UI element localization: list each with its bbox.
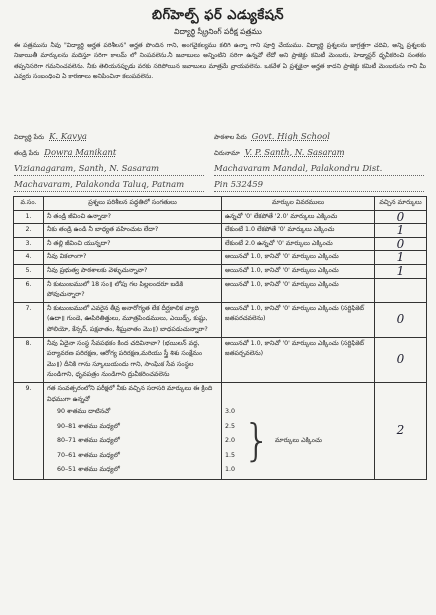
score-value: 3.0 xyxy=(225,408,236,416)
score-value: 1.0 xyxy=(225,466,236,474)
row-number: 3. xyxy=(14,237,44,251)
score-range-line: 80–71 శాతము మధ్యలో xyxy=(57,437,120,445)
student-name-value: K. Kavya xyxy=(49,132,87,142)
row-number: 2. xyxy=(14,224,44,238)
table-row xyxy=(14,382,427,479)
header-serial: వ.సం. xyxy=(14,197,44,211)
student-name-label: విద్యార్థి పేరు xyxy=(14,134,45,141)
row-mark-entry[interactable]: 0 xyxy=(375,302,427,337)
row-number: 7. xyxy=(14,302,44,337)
screening-table xyxy=(13,196,427,480)
score-values-group xyxy=(225,405,371,478)
score-value: 2.5 xyxy=(225,422,236,430)
form-title: బిగ్‌హెల్ప్ ఫర్ ఎడ్యుకేషన్ xyxy=(151,8,285,23)
address-label: చిరునామా xyxy=(214,150,240,157)
row-question: నీ తల్లి జీవించి యున్నదా? xyxy=(44,237,222,251)
score-value: 1.5 xyxy=(225,451,236,459)
father-name-label: తండ్రి పేరు xyxy=(14,150,40,157)
father-name-field[interactable] xyxy=(14,147,116,159)
school-name-label: పాఠశాల పేరు xyxy=(214,134,247,141)
row-number: 1. xyxy=(14,210,44,224)
address-line-3a: Machavaram, Palakonda Taluq, Patnam xyxy=(14,179,204,192)
student-name-field[interactable] xyxy=(14,131,87,143)
row-question: నీ కుటుంబములో ఎవరైన తీవ్ర అనారోగ్యత లేక దీర్ఘకాలిక వ్యాధి (ఉదా॥ గుండె, ఊపిరితిత్తులు, మూత్రపిండములు, ఎయిడ్స్, కుష్టు, పోలియో, కేన్సర్, పక్షవాతం, శీఘ్రవాతం మొ॥) బాధపడుచున్నారా? xyxy=(44,302,222,337)
score-range-line: 90 శాతము దాటినచో xyxy=(57,408,111,416)
row-question: నీవు వికలాంగా? xyxy=(44,251,222,265)
row-number: 5. xyxy=(14,264,44,278)
row-number: 9. xyxy=(14,382,44,479)
table-row xyxy=(14,302,427,337)
row-marks-detail: అయినచో 1.0, కానిచో '0' మార్కులు ఎక్కించు xyxy=(222,251,375,265)
row-question: నీవు ప్రభుత్వ పాఠశాలకు వెళ్ళుచున్నావా? xyxy=(44,264,222,278)
score-values-cell xyxy=(222,382,375,479)
table-row xyxy=(14,337,427,382)
table-row xyxy=(14,278,427,302)
form-subtitle: విద్యార్థి స్క్రీనింగ్ పరీక్ష పత్రము xyxy=(174,27,262,36)
table-row xyxy=(14,237,427,251)
score-note: మార్కులు ఎక్కించు xyxy=(275,437,322,445)
header-question: ప్రశ్నలు పరిశీలన పద్ధతిలో సంగతులు xyxy=(44,197,222,211)
row-question: గత సంవత్సరంలోని పరీక్షలో నీకు వచ్చిన సరాసరి మార్కులు ఈ క్రింది విధముగా ఉన్నచో xyxy=(47,384,213,403)
score-range-line: 60–51 శాతము మధ్యలో xyxy=(57,466,120,474)
row-number: 6. xyxy=(14,278,44,302)
row-question: నీవు ఏదైనా సంస్థ సేవపథకం కింద చదివినావా? (భయిలన్ వద్ద, పర్యావరణ పరిరక్షణ, ఆరోగ్య పరిరక్షణ,మరియు స్త్రీ శిశు సంక్షేమం మొ॥) దీనికి గాను స్కూలుయందు గాని, సాంఘిక సేవ సంస్థల నుండిగాని, ధృవపత్రం నుండిగాని ద్రువీకరించవలెను xyxy=(44,337,222,382)
row-question: నీకు తండ్రి ఉండి నీ బాధ్యత వహించుట లేదా? xyxy=(44,224,222,238)
school-name-value: Govt. High School xyxy=(251,132,330,142)
row-mark-entry[interactable]: 1 xyxy=(375,251,427,265)
score-value: 2.0 xyxy=(225,437,236,445)
row-mark-entry[interactable]: 0 xyxy=(375,237,427,251)
table-header-row xyxy=(14,197,427,211)
row-number: 8. xyxy=(14,337,44,382)
row-mark-entry[interactable]: 1 xyxy=(375,264,427,278)
address-line-3b: Pin 532459 xyxy=(214,179,424,192)
row-marks-detail: అయినచో 1.0, కానిచో '0' మార్కులు ఎక్కించు (సర్టిఫికెట్ జతపర్చవలెను) xyxy=(222,337,375,382)
address-line-2b: Machavaram Mandal, Palakondru Dist. xyxy=(214,163,424,176)
address-value: V. P. Santh, N. Sasaram xyxy=(244,148,345,158)
row-marks-detail: లేకుంటే 2.0 ఉన్నచో '0' మార్కులు ఎక్కించు xyxy=(222,237,375,251)
row-marks-detail: ఉన్నచో '0' లేకపోతే '2.0' మార్కులు ఎక్కించు xyxy=(222,210,375,224)
address-field[interactable] xyxy=(214,147,345,159)
header-marks-obtained: వచ్చిన మార్కులు xyxy=(375,197,427,211)
row-mark-entry[interactable]: 2 xyxy=(375,382,427,479)
score-range-line: 70–61 శాతము మధ్యలో xyxy=(57,451,120,459)
table-row xyxy=(14,210,427,224)
father-name-value: Dowra Manikant xyxy=(44,148,117,158)
address-line-2a: Vizianagaram, Santh, N. Sasaram xyxy=(14,163,204,176)
header-marks-details: మార్కుల వివరములు xyxy=(222,197,375,211)
row-marks-detail: అయినచో 1.0, కానిచో '0' మార్కులు ఎక్కించు xyxy=(222,264,375,278)
table-row xyxy=(14,251,427,265)
table-row xyxy=(14,264,427,278)
row-question: నీ తండ్రి జీవించి ఉన్నాడా? xyxy=(44,210,222,224)
row-marks-detail: లేకుంటే 1.0 లేకపోతే '0' మార్కులు ఎక్కించు xyxy=(222,224,375,238)
row-number: 4. xyxy=(14,251,44,265)
row-marks-detail: అయినచో 1.0, కానిచో '0' మార్కులు ఎక్కించు xyxy=(222,278,375,302)
row-mark-entry[interactable]: 1 xyxy=(375,224,427,238)
brace-icon: } xyxy=(243,415,272,467)
row-mark-entry[interactable] xyxy=(375,278,427,302)
row-question-block xyxy=(44,382,222,479)
instructions-paragraph: ఈ పత్రమును నీవు "విద్యార్థి అర్హత పరిశీలన" అర్హత పొందిన గాని, అంగవైకల్యము కలిగి ఉన్నా గాని పూర్తి చేయుము. విద్యార్థి ప్రశ్నలను జాగ్రత్తగా చదివి, అన్ని ప్రశ్నలకు నిజాయితీ మార్కులను మదిస్తూ సరిగా కాలమ్ లో నింపవలెను.నీ జవాబులు అన్నింటిని సరిగా ఉన్నవో లేదో అని ప్రాజెక్టు కమిటీ మెంబరు, హెడ్మాస్టర్ ధృవీకరించి సంతకం తప్పనిసరిగా గమనించవలెను. నీకు తెలియనప్పుడు వరకు సరిపోయిన జవాబులు మాత్రమే వ్రాయవలెను. ఒకవేళ ఏ ప్రశ్నకైనా అర్హత కాదని ప్రాజెక్టు కమిటీ మెంబరును గాని మీ ఎవ్వరు సంబంధించి ఏ కారణాలు అనిపించినా కలుపవలెను. xyxy=(14,42,426,81)
row-marks-detail: అయినచో 1.0, కానిచో '0' మార్కులు ఎక్కించు (సర్టిఫికెట్ జతపరచవలెను) xyxy=(222,302,375,337)
row-question: నీ కుటుంబములో 18 సం॥ లోపు గల పిల్లలందరూ బడికి పోవుచున్నారా? xyxy=(44,278,222,302)
row-mark-entry[interactable]: 0 xyxy=(375,210,427,224)
score-range-line: 90–81 శాతము మధ్యలో xyxy=(57,422,120,430)
table-row xyxy=(14,224,427,238)
row-mark-entry[interactable]: 0 xyxy=(375,337,427,382)
school-name-field[interactable] xyxy=(214,131,330,143)
score-values-list xyxy=(225,405,235,478)
